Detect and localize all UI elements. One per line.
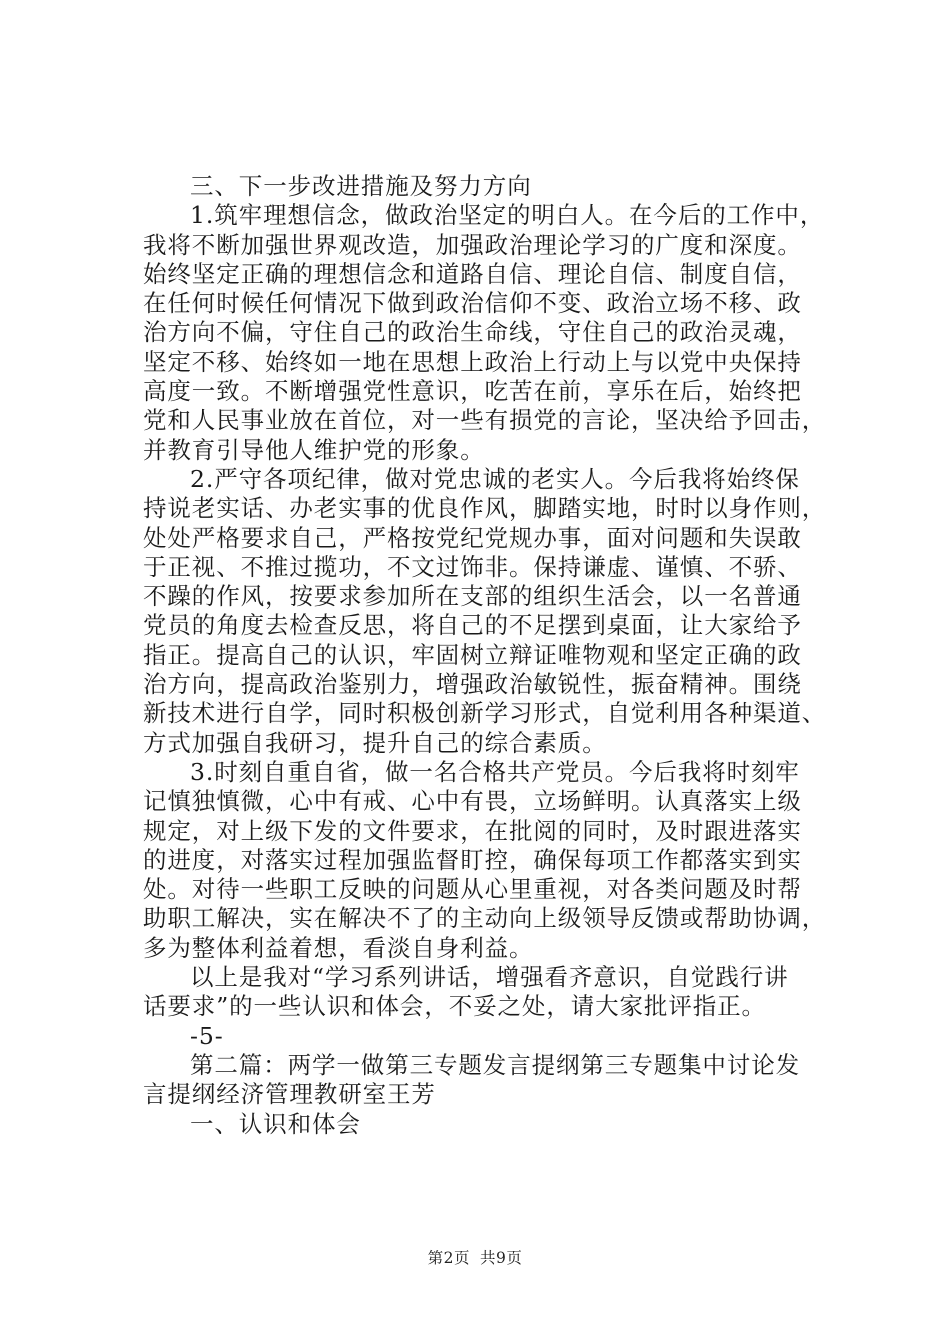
text-line: 高度一致。不断增强党性意识，吃苦在前，享乐在后，始终把 <box>143 377 802 406</box>
text-line: 持说老实话、办老实事的优良作风，脚踏实地，时时以身作则， <box>143 494 827 523</box>
text-line: 处。对待一些职工反映的问题从心里重视，对各类问题及时帮 <box>143 875 802 904</box>
text-line: 治方向不偏，守住自己的政治生命线，守住自己的政治灵魂， <box>143 318 802 347</box>
page-total: 共9页 <box>480 1249 523 1267</box>
text-line: 治方向，提高政治鉴别力，增强政治敏锐性，振奋精神。围绕 <box>143 670 802 699</box>
text-line: 话要求”的一些认识和体会，不妥之处，请大家批评指正。 <box>143 992 766 1021</box>
document-body <box>143 172 843 1139</box>
text-line: 始终坚定正确的理想信念和道路自信、理论自信、制度自信， <box>143 259 802 288</box>
text-line: 党员的角度去检查反思，将自己的不足摆到桌面，让大家给予 <box>143 611 802 640</box>
text-line: 以上是我对“学习系列讲话，增强看齐意识，自觉践行讲 <box>190 963 789 992</box>
text-line: 指正。提高自己的认识，牢固树立辩证唯物观和坚定正确的政 <box>143 640 802 669</box>
text-line: 坚定不移、始终如一地在思想上政治上行动上与以党中央保持 <box>143 347 802 376</box>
text-line: 我将不断加强世界观改造，加强政治理论学习的广度和深度。 <box>143 230 802 259</box>
text-line: 新技术进行自学，同时积极创新学习形式，自觉利用各种渠道、 <box>143 699 827 728</box>
text-line: 一、认识和体会 <box>190 1109 361 1138</box>
text-line: 方式加强自我研习，提升自己的综合素质。 <box>143 728 607 757</box>
text-line: 第二篇：两学一做第三专题发言提纲第三专题集中讨论发 <box>190 1050 800 1079</box>
text-line: 于正视、不推过揽功，不文过饰非。保持谦虚、谨慎、不骄、 <box>143 552 802 581</box>
text-line: 助职工解决，实在解决不了的主动向上级领导反馈或帮助协调， <box>143 904 827 933</box>
page-footer <box>0 1246 950 1268</box>
text-line: 多为整体利益着想，看淡自身利益。 <box>143 933 534 962</box>
text-line: 在任何时候任何情况下做到政治信仰不变、政治立场不移、政 <box>143 289 802 318</box>
text-line: 的进度，对落实过程加强监督盯控，确保每项工作都落实到实 <box>143 845 802 874</box>
text-line: 不躁的作风，按要求参加所在支部的组织生活会，以一名普通 <box>143 582 802 611</box>
page-number: 第2页 <box>427 1249 470 1267</box>
text-line: 记慎独慎微，心中有戒、心中有畏，立场鲜明。认真落实上级 <box>143 787 802 816</box>
text-line: 1.筑牢理想信念，做政治坚定的明白人。在今后的工作中， <box>190 201 825 230</box>
text-line: 并教育引导他人维护党的形象。 <box>143 435 485 464</box>
text-line: 言提纲经济管理教研室王芳 <box>143 1080 436 1109</box>
text-line: 2.严守各项纪律，做对党忠诚的老实人。今后我将始终保 <box>190 464 800 493</box>
text-line: 规定，对上级下发的文件要求，在批阅的同时，及时跟进落实 <box>143 816 802 845</box>
text-line: 三、下一步改进措施及努力方向 <box>190 172 532 200</box>
text-line: 党和人民事业放在首位，对一些有损党的言论，坚决给予回击， <box>143 406 827 435</box>
text-line: -5- <box>190 1021 224 1050</box>
text-line: 3.时刻自重自省，做一名合格共产党员。今后我将时刻牢 <box>190 757 800 786</box>
text-line: 处处严格要求自己，严格按党纪党规办事，面对问题和失误敢 <box>143 523 802 552</box>
